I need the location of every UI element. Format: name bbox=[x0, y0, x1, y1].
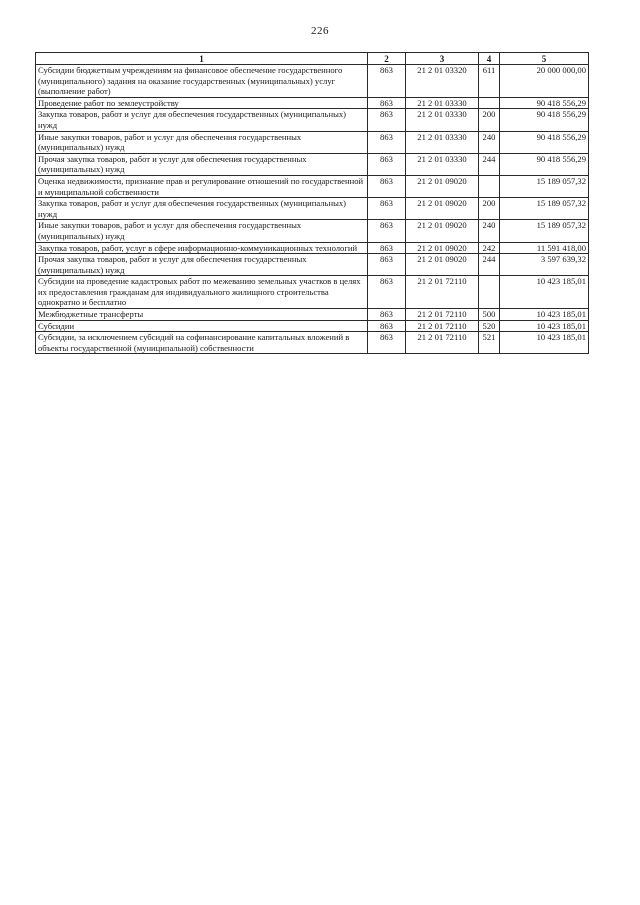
row-target-article: 21 2 01 03330 bbox=[406, 131, 479, 153]
row-name: Межбюджетные трансферты bbox=[36, 309, 368, 321]
row-ved-code: 863 bbox=[368, 97, 406, 109]
row-target-article: 21 2 01 03330 bbox=[406, 97, 479, 109]
row-name: Иные закупки товаров, работ и услуг для обеспечения государственных (муниципальных) нужд bbox=[36, 131, 368, 153]
row-ved-code: 863 bbox=[368, 242, 406, 254]
row-ved-code: 863 bbox=[368, 65, 406, 98]
row-name: Прочая закупка товаров, работ и услуг для обеспечения государственных (муниципальных) нужд bbox=[36, 254, 368, 276]
row-expense-type: 244 bbox=[479, 153, 500, 175]
row-ved-code: 863 bbox=[368, 198, 406, 220]
row-target-article: 21 2 01 09020 bbox=[406, 242, 479, 254]
table-row bbox=[36, 220, 589, 242]
row-ved-code: 863 bbox=[368, 320, 406, 332]
table-row bbox=[36, 276, 589, 309]
row-target-article: 21 2 01 03330 bbox=[406, 109, 479, 131]
row-expense-type: 500 bbox=[479, 309, 500, 321]
row-target-article: 21 2 01 72110 bbox=[406, 309, 479, 321]
row-name: Прочая закупка товаров, работ и услуг для обеспечения государственных (муниципальных) нужд bbox=[36, 153, 368, 175]
row-expense-type: 520 bbox=[479, 320, 500, 332]
row-expense-type: 242 bbox=[479, 242, 500, 254]
table-row bbox=[36, 97, 589, 109]
row-target-article: 21 2 01 09020 bbox=[406, 220, 479, 242]
header-row bbox=[36, 53, 589, 65]
row-target-article: 21 2 01 03330 bbox=[406, 153, 479, 175]
row-expense-type: 200 bbox=[479, 109, 500, 131]
row-amount: 11 591 418,00 bbox=[500, 242, 589, 254]
row-ved-code: 863 bbox=[368, 309, 406, 321]
row-name: Иные закупки товаров, работ и услуг для обеспечения государственных (муниципальных) нужд bbox=[36, 220, 368, 242]
row-target-article: 21 2 01 72110 bbox=[406, 320, 479, 332]
row-target-article: 21 2 01 72110 bbox=[406, 276, 479, 309]
row-target-article: 21 2 01 09020 bbox=[406, 198, 479, 220]
row-name: Субсидии бюджетным учреждениям на финансовое обеспечение государственного (муниципального) задания на оказание государственных (муниципальных) услуг (выполнение работ) bbox=[36, 65, 368, 98]
row-amount: 15 189 057,32 bbox=[500, 175, 589, 197]
header-col-vr: 4 bbox=[479, 53, 500, 65]
row-ved-code: 863 bbox=[368, 276, 406, 309]
row-name: Закупка товаров, работ, услуг в сфере информационно-коммуникационных технологий bbox=[36, 242, 368, 254]
row-amount: 10 423 185,01 bbox=[500, 320, 589, 332]
row-expense-type: 200 bbox=[479, 198, 500, 220]
table-row bbox=[36, 309, 589, 321]
budget-table bbox=[35, 52, 589, 354]
page-number: 226 bbox=[311, 25, 329, 37]
row-target-article: 21 2 01 03320 bbox=[406, 65, 479, 98]
row-amount: 3 597 639,32 bbox=[500, 254, 589, 276]
row-amount: 10 423 185,01 bbox=[500, 332, 589, 354]
row-expense-type bbox=[479, 97, 500, 109]
row-expense-type: 244 bbox=[479, 254, 500, 276]
row-name: Субсидии на проведение кадастровых работ по межеванию земельных участков в целях их предоставления гражданам для индивидуального жилищного строительства однократно и бесплатно bbox=[36, 276, 368, 309]
row-expense-type: 240 bbox=[479, 131, 500, 153]
row-name: Субсидии, за исключением субсидий на софинансирование капитальных вложений в объекты государственной (муниципальной) собственности bbox=[36, 332, 368, 354]
row-ved-code: 863 bbox=[368, 131, 406, 153]
row-ved-code: 863 bbox=[368, 153, 406, 175]
row-amount: 10 423 185,01 bbox=[500, 276, 589, 309]
row-name: Проведение работ по землеустройству bbox=[36, 97, 368, 109]
header-col-csr: 3 bbox=[406, 53, 479, 65]
row-amount: 90 418 556,29 bbox=[500, 131, 589, 153]
row-amount: 15 189 057,32 bbox=[500, 198, 589, 220]
row-ved-code: 863 bbox=[368, 109, 406, 131]
table-row bbox=[36, 254, 589, 276]
table-row bbox=[36, 175, 589, 197]
table-row bbox=[36, 131, 589, 153]
row-target-article: 21 2 01 09020 bbox=[406, 254, 479, 276]
table-row bbox=[36, 198, 589, 220]
row-ved-code: 863 bbox=[368, 220, 406, 242]
row-target-article: 21 2 01 09020 bbox=[406, 175, 479, 197]
row-amount: 10 423 185,01 bbox=[500, 309, 589, 321]
table-row bbox=[36, 332, 589, 354]
row-name: Закупка товаров, работ и услуг для обеспечения государственных (муниципальных) нужд bbox=[36, 198, 368, 220]
table-row bbox=[36, 320, 589, 332]
row-name: Закупка товаров, работ и услуг для обеспечения государственных (муниципальных) нужд bbox=[36, 109, 368, 131]
table-row bbox=[36, 65, 589, 98]
row-expense-type: 521 bbox=[479, 332, 500, 354]
row-target-article: 21 2 01 72110 bbox=[406, 332, 479, 354]
row-ved-code: 863 bbox=[368, 175, 406, 197]
header-col-sum: 5 bbox=[500, 53, 589, 65]
row-ved-code: 863 bbox=[368, 332, 406, 354]
row-expense-type bbox=[479, 276, 500, 309]
row-ved-code: 863 bbox=[368, 254, 406, 276]
table-row bbox=[36, 109, 589, 131]
row-expense-type: 240 bbox=[479, 220, 500, 242]
table-row bbox=[36, 153, 589, 175]
row-amount: 15 189 057,32 bbox=[500, 220, 589, 242]
header-col-ved: 2 bbox=[368, 53, 406, 65]
row-amount: 90 418 556,29 bbox=[500, 153, 589, 175]
row-name: Оценка недвижимости, признание прав и регулирование отношений по государственной и муниципальной собственности bbox=[36, 175, 368, 197]
row-name: Субсидии bbox=[36, 320, 368, 332]
table-row bbox=[36, 242, 589, 254]
header-col-name: 1 bbox=[36, 53, 368, 65]
row-expense-type: 611 bbox=[479, 65, 500, 98]
row-expense-type bbox=[479, 175, 500, 197]
row-amount: 90 418 556,29 bbox=[500, 97, 589, 109]
row-amount: 90 418 556,29 bbox=[500, 109, 589, 131]
row-amount: 20 000 000,00 bbox=[500, 65, 589, 98]
